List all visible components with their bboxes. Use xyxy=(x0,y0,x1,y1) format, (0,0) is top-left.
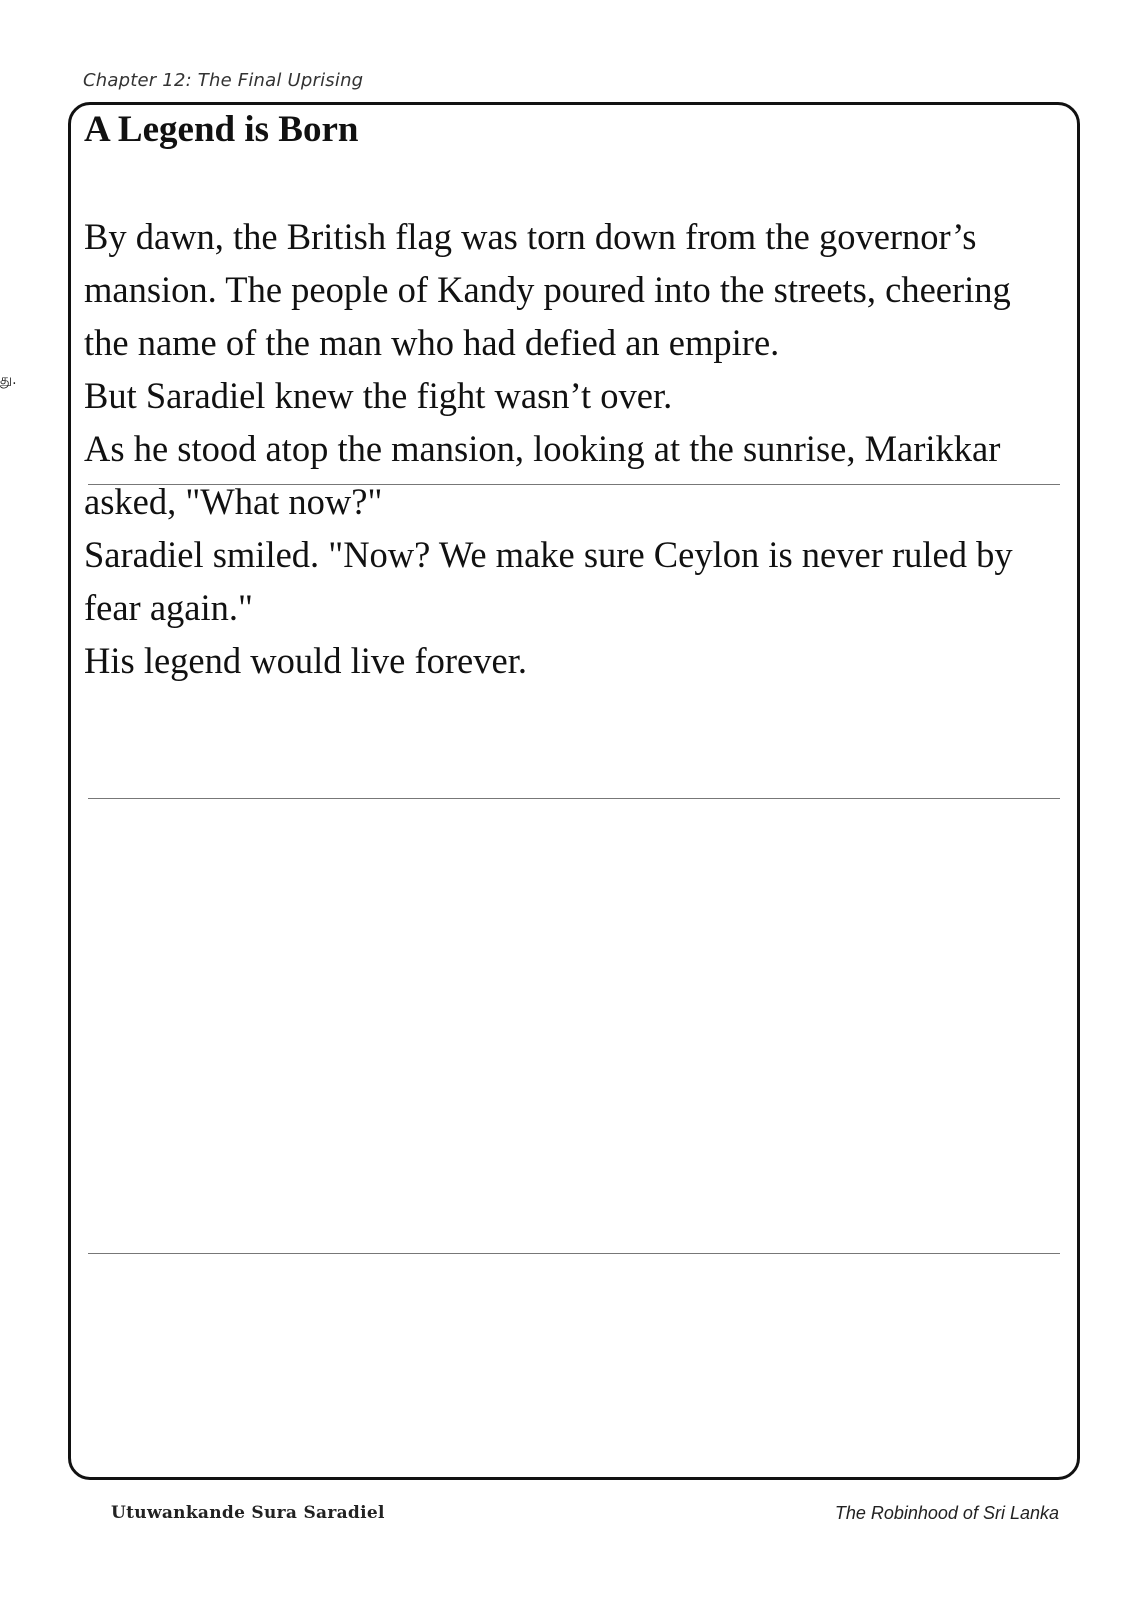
divider-line xyxy=(88,798,1060,799)
paragraph-dawn: By dawn, the British flag was torn down from the governor’s mansion. The people of Kandy poured into the streets, cheering the name of the man who had defied an empire. xyxy=(84,216,1011,363)
paragraph-fight-not-over: But Saradiel knew the fight wasn’t over. xyxy=(84,375,673,416)
margin-text-fragment: து. xyxy=(0,372,17,388)
footer-book-title: The Robinhood of Sri Lanka xyxy=(834,1503,1059,1523)
chapter-header: Chapter 12: The Final Uprising xyxy=(83,70,364,91)
divider-line xyxy=(88,484,1060,485)
section-title: A Legend is Born xyxy=(84,109,359,150)
divider-line xyxy=(88,1253,1060,1254)
paragraph-legend-lives: His legend would live forever. xyxy=(84,640,527,681)
paragraph-marikkar-asks: As he stood atop the mansion, looking at the sunrise, Marikkar asked, "What now?" xyxy=(84,428,1001,522)
footer-author: Utuwankande Sura Saradiel xyxy=(111,1503,385,1523)
story-body xyxy=(84,210,1064,687)
paragraph-saradiel-smiles: Saradiel smiled. "Now? We make sure Ceylon is never ruled by fear again." xyxy=(84,534,1013,628)
